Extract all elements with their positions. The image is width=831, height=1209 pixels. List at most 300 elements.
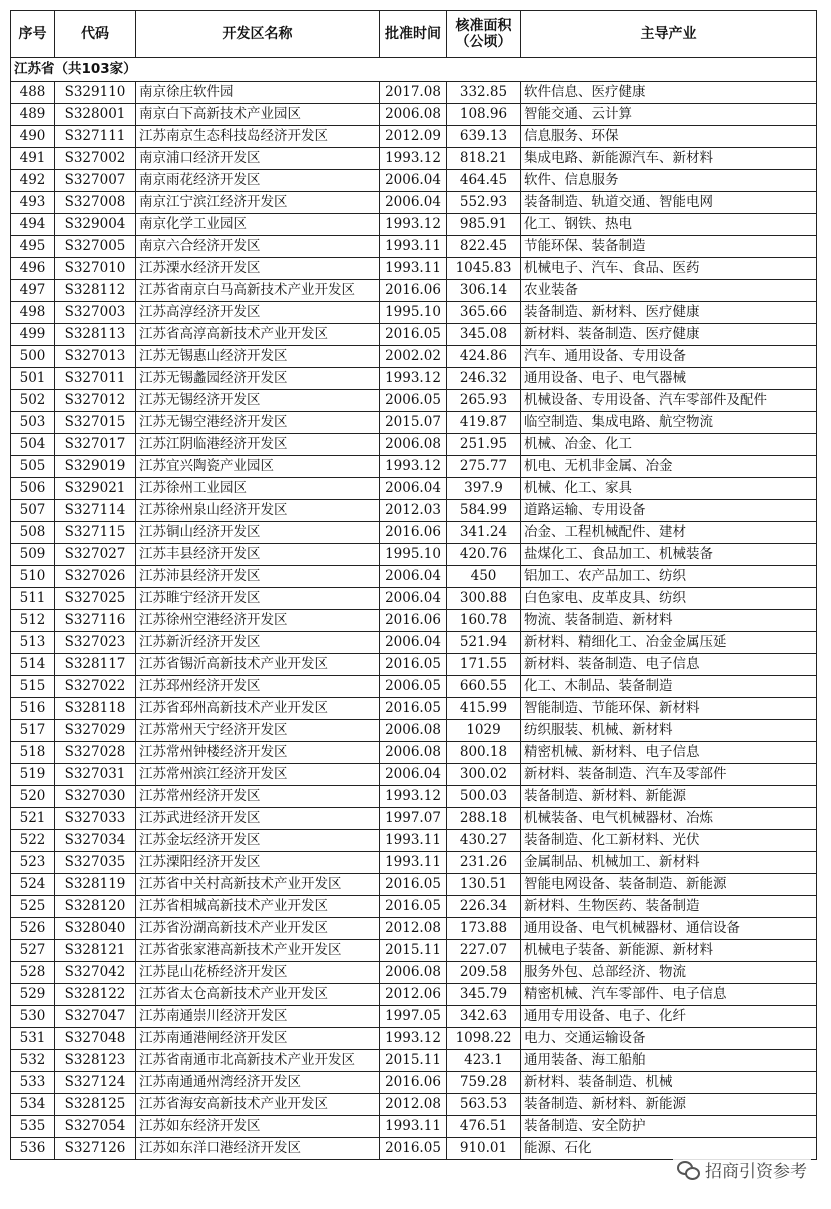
table-row — [11, 324, 817, 346]
row-area: 1045.83 — [447, 258, 521, 280]
row-industry: 新材料、生物医药、装备制造 — [521, 896, 817, 918]
row-area: 420.76 — [447, 544, 521, 566]
row-name: 江苏南京生态科技岛经济开发区 — [136, 126, 380, 148]
row-name: 江苏铜山经济开发区 — [136, 522, 380, 544]
section-title: 江苏省（共103家） — [11, 58, 817, 82]
row-date: 2006.04 — [380, 478, 447, 500]
row-area: 415.99 — [447, 698, 521, 720]
row-code: S327012 — [55, 390, 136, 412]
table-row — [11, 566, 817, 588]
row-no: 511 — [11, 588, 55, 610]
row-date: 2016.06 — [380, 610, 447, 632]
row-code: S327008 — [55, 192, 136, 214]
row-date: 2006.04 — [380, 588, 447, 610]
row-area: 1098.22 — [447, 1028, 521, 1050]
row-date: 2006.08 — [380, 434, 447, 456]
table-row — [11, 632, 817, 654]
row-area: 910.01 — [447, 1138, 521, 1160]
row-area: 397.9 — [447, 478, 521, 500]
row-code: S327017 — [55, 434, 136, 456]
row-code: S328120 — [55, 896, 136, 918]
row-code: S327033 — [55, 808, 136, 830]
row-name: 江苏徐州空港经济开发区 — [136, 610, 380, 632]
row-no: 501 — [11, 368, 55, 390]
row-no: 529 — [11, 984, 55, 1006]
row-date: 2017.08 — [380, 82, 447, 104]
row-date: 2016.05 — [380, 874, 447, 896]
row-code: S328117 — [55, 654, 136, 676]
table-row — [11, 852, 817, 874]
table-row — [11, 104, 817, 126]
row-name: 南京徐庄软件园 — [136, 82, 380, 104]
row-no: 496 — [11, 258, 55, 280]
row-industry: 精密机械、新材料、电子信息 — [521, 742, 817, 764]
row-code: S328118 — [55, 698, 136, 720]
row-area: 108.96 — [447, 104, 521, 126]
row-area: 419.87 — [447, 412, 521, 434]
row-area: 300.88 — [447, 588, 521, 610]
row-name: 江苏睢宁经济开发区 — [136, 588, 380, 610]
row-area: 251.95 — [447, 434, 521, 456]
table-row — [11, 984, 817, 1006]
row-no: 535 — [11, 1116, 55, 1138]
row-code: S329019 — [55, 456, 136, 478]
row-date: 1993.12 — [380, 456, 447, 478]
row-area: 423.1 — [447, 1050, 521, 1072]
table-row — [11, 346, 817, 368]
row-industry: 服务外包、总部经济、物流 — [521, 962, 817, 984]
row-date: 2006.08 — [380, 720, 447, 742]
row-name: 江苏省邳州高新技术产业开发区 — [136, 698, 380, 720]
row-no: 521 — [11, 808, 55, 830]
row-area: 464.45 — [447, 170, 521, 192]
row-area: 171.55 — [447, 654, 521, 676]
row-no: 497 — [11, 280, 55, 302]
row-industry: 精密机械、汽车零部件、电子信息 — [521, 984, 817, 1006]
table-row — [11, 874, 817, 896]
row-name: 江苏无锡经济开发区 — [136, 390, 380, 412]
row-industry: 机械电子装备、新能源、新材料 — [521, 940, 817, 962]
row-date: 2015.11 — [380, 1050, 447, 1072]
table-row — [11, 192, 817, 214]
table-row — [11, 302, 817, 324]
row-code: S327028 — [55, 742, 136, 764]
row-code: S329110 — [55, 82, 136, 104]
row-name: 江苏如东经济开发区 — [136, 1116, 380, 1138]
row-no: 505 — [11, 456, 55, 478]
row-area: 500.03 — [447, 786, 521, 808]
header-area — [447, 11, 521, 58]
row-code: S327114 — [55, 500, 136, 522]
row-code: S327126 — [55, 1138, 136, 1160]
row-no: 510 — [11, 566, 55, 588]
row-industry: 集成电路、新能源汽车、新材料 — [521, 148, 817, 170]
row-code: S327015 — [55, 412, 136, 434]
row-name: 江苏无锡惠山经济开发区 — [136, 346, 380, 368]
row-no: 534 — [11, 1094, 55, 1116]
row-name: 江苏无锡空港经济开发区 — [136, 412, 380, 434]
table-row — [11, 544, 817, 566]
table-row — [11, 126, 817, 148]
table-row — [11, 698, 817, 720]
row-industry: 临空制造、集成电路、航空物流 — [521, 412, 817, 434]
row-name: 江苏昆山花桥经济开发区 — [136, 962, 380, 984]
table-header — [11, 11, 817, 58]
row-date: 2016.05 — [380, 698, 447, 720]
row-no: 514 — [11, 654, 55, 676]
row-industry: 盐煤化工、食品加工、机械装备 — [521, 544, 817, 566]
row-date: 2002.02 — [380, 346, 447, 368]
row-code: S327011 — [55, 368, 136, 390]
row-code: S328123 — [55, 1050, 136, 1072]
header-name: 开发区名称 — [136, 11, 380, 58]
row-industry: 机械、化工、家具 — [521, 478, 817, 500]
row-date: 2006.08 — [380, 742, 447, 764]
row-name: 江苏徐州工业园区 — [136, 478, 380, 500]
row-name: 江苏徐州泉山经济开发区 — [136, 500, 380, 522]
row-area: 800.18 — [447, 742, 521, 764]
row-industry: 装备制造、新材料、新能源 — [521, 1094, 817, 1116]
table-row — [11, 742, 817, 764]
table-row — [11, 148, 817, 170]
row-code: S327124 — [55, 1072, 136, 1094]
row-date: 1993.12 — [380, 1028, 447, 1050]
row-date: 2015.07 — [380, 412, 447, 434]
table-row — [11, 1050, 817, 1072]
row-name: 江苏常州滨江经济开发区 — [136, 764, 380, 786]
row-area: 521.94 — [447, 632, 521, 654]
row-no: 506 — [11, 478, 55, 500]
row-code: S327007 — [55, 170, 136, 192]
row-code: S327010 — [55, 258, 136, 280]
section-row — [11, 58, 817, 82]
table-row — [11, 588, 817, 610]
row-no: 518 — [11, 742, 55, 764]
row-area: 660.55 — [447, 676, 521, 698]
row-date: 2006.04 — [380, 632, 447, 654]
row-name: 江苏宜兴陶瓷产业园区 — [136, 456, 380, 478]
row-area: 332.85 — [447, 82, 521, 104]
row-date: 2012.08 — [380, 918, 447, 940]
table-row — [11, 1072, 817, 1094]
table-row — [11, 434, 817, 456]
row-industry: 机械、冶金、化工 — [521, 434, 817, 456]
row-date: 1993.11 — [380, 830, 447, 852]
row-industry: 农业装备 — [521, 280, 817, 302]
row-date: 1995.10 — [380, 544, 447, 566]
row-area: 345.08 — [447, 324, 521, 346]
row-date: 2006.04 — [380, 764, 447, 786]
row-industry: 新材料、装备制造、电子信息 — [521, 654, 817, 676]
row-no: 530 — [11, 1006, 55, 1028]
row-area: 209.58 — [447, 962, 521, 984]
row-industry: 智能电网设备、装备制造、新能源 — [521, 874, 817, 896]
table-row — [11, 368, 817, 390]
row-area: 476.51 — [447, 1116, 521, 1138]
row-no: 524 — [11, 874, 55, 896]
table-row — [11, 1006, 817, 1028]
row-name: 江苏省太仓高新技术产业开发区 — [136, 984, 380, 1006]
row-date: 2006.04 — [380, 192, 447, 214]
table-row — [11, 82, 817, 104]
row-date: 1993.12 — [380, 148, 447, 170]
row-industry: 物流、装备制造、新材料 — [521, 610, 817, 632]
row-code: S327048 — [55, 1028, 136, 1050]
row-industry: 金属制品、机械加工、新材料 — [521, 852, 817, 874]
row-no: 528 — [11, 962, 55, 984]
row-date: 2006.05 — [380, 390, 447, 412]
row-date: 2012.06 — [380, 984, 447, 1006]
table-row — [11, 676, 817, 698]
row-industry: 铝加工、农产品加工、纺织 — [521, 566, 817, 588]
row-industry: 软件信息、医疗健康 — [521, 82, 817, 104]
row-area: 818.21 — [447, 148, 521, 170]
row-industry: 机械电子、汽车、食品、医药 — [521, 258, 817, 280]
row-industry: 道路运输、专用设备 — [521, 500, 817, 522]
row-area: 1029 — [447, 720, 521, 742]
row-code: S328113 — [55, 324, 136, 346]
row-name: 江苏省张家港高新技术产业开发区 — [136, 940, 380, 962]
row-area: 342.63 — [447, 1006, 521, 1028]
row-no: 489 — [11, 104, 55, 126]
row-code: S327047 — [55, 1006, 136, 1028]
row-no: 536 — [11, 1138, 55, 1160]
header-area-line1: 核准面积 — [455, 18, 512, 34]
row-code: S327005 — [55, 236, 136, 258]
row-industry: 机械设备、专用设备、汽车零部件及配件 — [521, 390, 817, 412]
row-no: 512 — [11, 610, 55, 632]
row-no: 531 — [11, 1028, 55, 1050]
row-industry: 通用装备、海工船舶 — [521, 1050, 817, 1072]
row-code: S327023 — [55, 632, 136, 654]
row-no: 513 — [11, 632, 55, 654]
row-name: 江苏江阴临港经济开发区 — [136, 434, 380, 456]
row-date: 1997.05 — [380, 1006, 447, 1028]
row-no: 533 — [11, 1072, 55, 1094]
row-no: 492 — [11, 170, 55, 192]
row-code: S328112 — [55, 280, 136, 302]
row-name: 江苏省中关村高新技术产业开发区 — [136, 874, 380, 896]
table-row — [11, 1028, 817, 1050]
row-date: 2006.04 — [380, 566, 447, 588]
row-date: 2016.06 — [380, 1072, 447, 1094]
row-code: S328040 — [55, 918, 136, 940]
row-area: 173.88 — [447, 918, 521, 940]
row-industry: 电力、交通运输设备 — [521, 1028, 817, 1050]
row-area: 341.24 — [447, 522, 521, 544]
row-date: 2006.08 — [380, 104, 447, 126]
row-industry: 纺织服装、机械、新材料 — [521, 720, 817, 742]
header-industry: 主导产业 — [521, 11, 817, 58]
row-industry: 冶金、工程机械配件、建材 — [521, 522, 817, 544]
row-date: 2006.04 — [380, 170, 447, 192]
table-row — [11, 962, 817, 984]
table-row — [11, 456, 817, 478]
row-industry: 装备制造、化工新材料、光伏 — [521, 830, 817, 852]
row-industry: 化工、钢铁、热电 — [521, 214, 817, 236]
row-area: 288.18 — [447, 808, 521, 830]
row-date: 2006.05 — [380, 676, 447, 698]
row-code: S327111 — [55, 126, 136, 148]
row-no: 516 — [11, 698, 55, 720]
header-code: 代码 — [55, 11, 136, 58]
table-row — [11, 170, 817, 192]
table-row — [11, 830, 817, 852]
row-no: 527 — [11, 940, 55, 962]
row-no: 504 — [11, 434, 55, 456]
row-code: S327002 — [55, 148, 136, 170]
row-date: 2016.05 — [380, 896, 447, 918]
wechat-icon — [677, 1161, 699, 1179]
row-name: 江苏武进经济开发区 — [136, 808, 380, 830]
row-industry: 白色家电、皮革皮具、纺织 — [521, 588, 817, 610]
row-no: 502 — [11, 390, 55, 412]
row-code: S327022 — [55, 676, 136, 698]
table-row — [11, 764, 817, 786]
row-industry: 信息服务、环保 — [521, 126, 817, 148]
row-code: S328121 — [55, 940, 136, 962]
row-area: 424.86 — [447, 346, 521, 368]
row-name: 江苏溧水经济开发区 — [136, 258, 380, 280]
row-industry: 通用设备、电气机械器材、通信设备 — [521, 918, 817, 940]
row-name: 江苏省汾湖高新技术产业开发区 — [136, 918, 380, 940]
table-row — [11, 214, 817, 236]
row-no: 493 — [11, 192, 55, 214]
row-code: S327025 — [55, 588, 136, 610]
table-row — [11, 808, 817, 830]
row-name: 南京江宁滨江经济开发区 — [136, 192, 380, 214]
row-area: 160.78 — [447, 610, 521, 632]
row-date: 1993.12 — [380, 368, 447, 390]
row-area: 130.51 — [447, 874, 521, 896]
row-area: 300.02 — [447, 764, 521, 786]
row-no: 526 — [11, 918, 55, 940]
row-code: S327035 — [55, 852, 136, 874]
row-name: 江苏省海安高新技术产业开发区 — [136, 1094, 380, 1116]
row-code: S328001 — [55, 104, 136, 126]
row-area: 822.45 — [447, 236, 521, 258]
table-row — [11, 478, 817, 500]
table-row — [11, 500, 817, 522]
row-code: S327031 — [55, 764, 136, 786]
row-industry: 新材料、精细化工、冶金金属压延 — [521, 632, 817, 654]
row-name: 江苏丰县经济开发区 — [136, 544, 380, 566]
table-row — [11, 896, 817, 918]
row-name: 江苏无锡蠡园经济开发区 — [136, 368, 380, 390]
row-date: 2016.05 — [380, 1138, 447, 1160]
row-name: 江苏常州钟楼经济开发区 — [136, 742, 380, 764]
row-area: 584.99 — [447, 500, 521, 522]
table-row — [11, 1116, 817, 1138]
table-row — [11, 940, 817, 962]
row-date: 1993.12 — [380, 214, 447, 236]
row-name: 南京六合经济开发区 — [136, 236, 380, 258]
row-name: 江苏南通崇川经济开发区 — [136, 1006, 380, 1028]
table-row — [11, 390, 817, 412]
row-industry: 装备制造、新材料、新能源 — [521, 786, 817, 808]
row-no: 520 — [11, 786, 55, 808]
header-area-line2: （公顷） — [455, 34, 512, 50]
watermark-text: 招商引资参考 — [705, 1162, 807, 1182]
row-area: 552.93 — [447, 192, 521, 214]
row-industry: 能源、石化 — [521, 1138, 817, 1160]
row-no: 525 — [11, 896, 55, 918]
row-name: 江苏金坛经济开发区 — [136, 830, 380, 852]
row-area: 231.26 — [447, 852, 521, 874]
row-date: 2015.11 — [380, 940, 447, 962]
row-date: 1993.11 — [380, 1116, 447, 1138]
row-no: 495 — [11, 236, 55, 258]
row-no: 491 — [11, 148, 55, 170]
row-industry: 化工、木制品、装备制造 — [521, 676, 817, 698]
row-date: 1993.11 — [380, 236, 447, 258]
row-name: 江苏南通通州湾经济开发区 — [136, 1072, 380, 1094]
row-no: 517 — [11, 720, 55, 742]
row-name: 江苏省相城高新技术产业开发区 — [136, 896, 380, 918]
row-area: 275.77 — [447, 456, 521, 478]
row-code: S328125 — [55, 1094, 136, 1116]
row-date: 2012.03 — [380, 500, 447, 522]
row-area: 306.14 — [447, 280, 521, 302]
row-no: 509 — [11, 544, 55, 566]
row-area: 639.13 — [447, 126, 521, 148]
row-code: S328119 — [55, 874, 136, 896]
row-industry: 新材料、装备制造、汽车及零部件 — [521, 764, 817, 786]
development-zone-table — [10, 10, 817, 1160]
row-name: 江苏省高淳高新技术产业开发区 — [136, 324, 380, 346]
row-industry: 机电、无机非金属、冶金 — [521, 456, 817, 478]
row-area: 226.34 — [447, 896, 521, 918]
watermark — [673, 1156, 811, 1183]
row-area: 345.79 — [447, 984, 521, 1006]
row-code: S327029 — [55, 720, 136, 742]
row-name: 江苏如东洋口港经济开发区 — [136, 1138, 380, 1160]
table-body — [11, 58, 817, 1160]
row-no: 508 — [11, 522, 55, 544]
row-code: S327003 — [55, 302, 136, 324]
table-row — [11, 258, 817, 280]
table-row — [11, 786, 817, 808]
row-no: 494 — [11, 214, 55, 236]
row-code: S327116 — [55, 610, 136, 632]
row-code: S327026 — [55, 566, 136, 588]
row-date: 2016.06 — [380, 280, 447, 302]
row-name: 江苏南通港闸经济开发区 — [136, 1028, 380, 1050]
row-date: 1993.12 — [380, 786, 447, 808]
row-date: 1997.07 — [380, 808, 447, 830]
row-no: 498 — [11, 302, 55, 324]
row-area: 365.66 — [447, 302, 521, 324]
row-industry: 机械装备、电气机械器材、冶炼 — [521, 808, 817, 830]
row-date: 1995.10 — [380, 302, 447, 324]
row-name: 江苏溧阳经济开发区 — [136, 852, 380, 874]
row-industry: 新材料、装备制造、医疗健康 — [521, 324, 817, 346]
row-code: S327013 — [55, 346, 136, 368]
table-row — [11, 918, 817, 940]
row-name: 江苏新沂经济开发区 — [136, 632, 380, 654]
row-area: 450 — [447, 566, 521, 588]
row-code: S328122 — [55, 984, 136, 1006]
row-industry: 装备制造、安全防护 — [521, 1116, 817, 1138]
row-industry: 通用设备、电子、电气器械 — [521, 368, 817, 390]
table-row — [11, 720, 817, 742]
row-area: 430.27 — [447, 830, 521, 852]
row-industry: 新材料、装备制造、机械 — [521, 1072, 817, 1094]
row-name: 江苏省南京白马高新技术产业开发区 — [136, 280, 380, 302]
row-date: 2012.08 — [380, 1094, 447, 1116]
row-code: S329004 — [55, 214, 136, 236]
row-date: 2006.08 — [380, 962, 447, 984]
